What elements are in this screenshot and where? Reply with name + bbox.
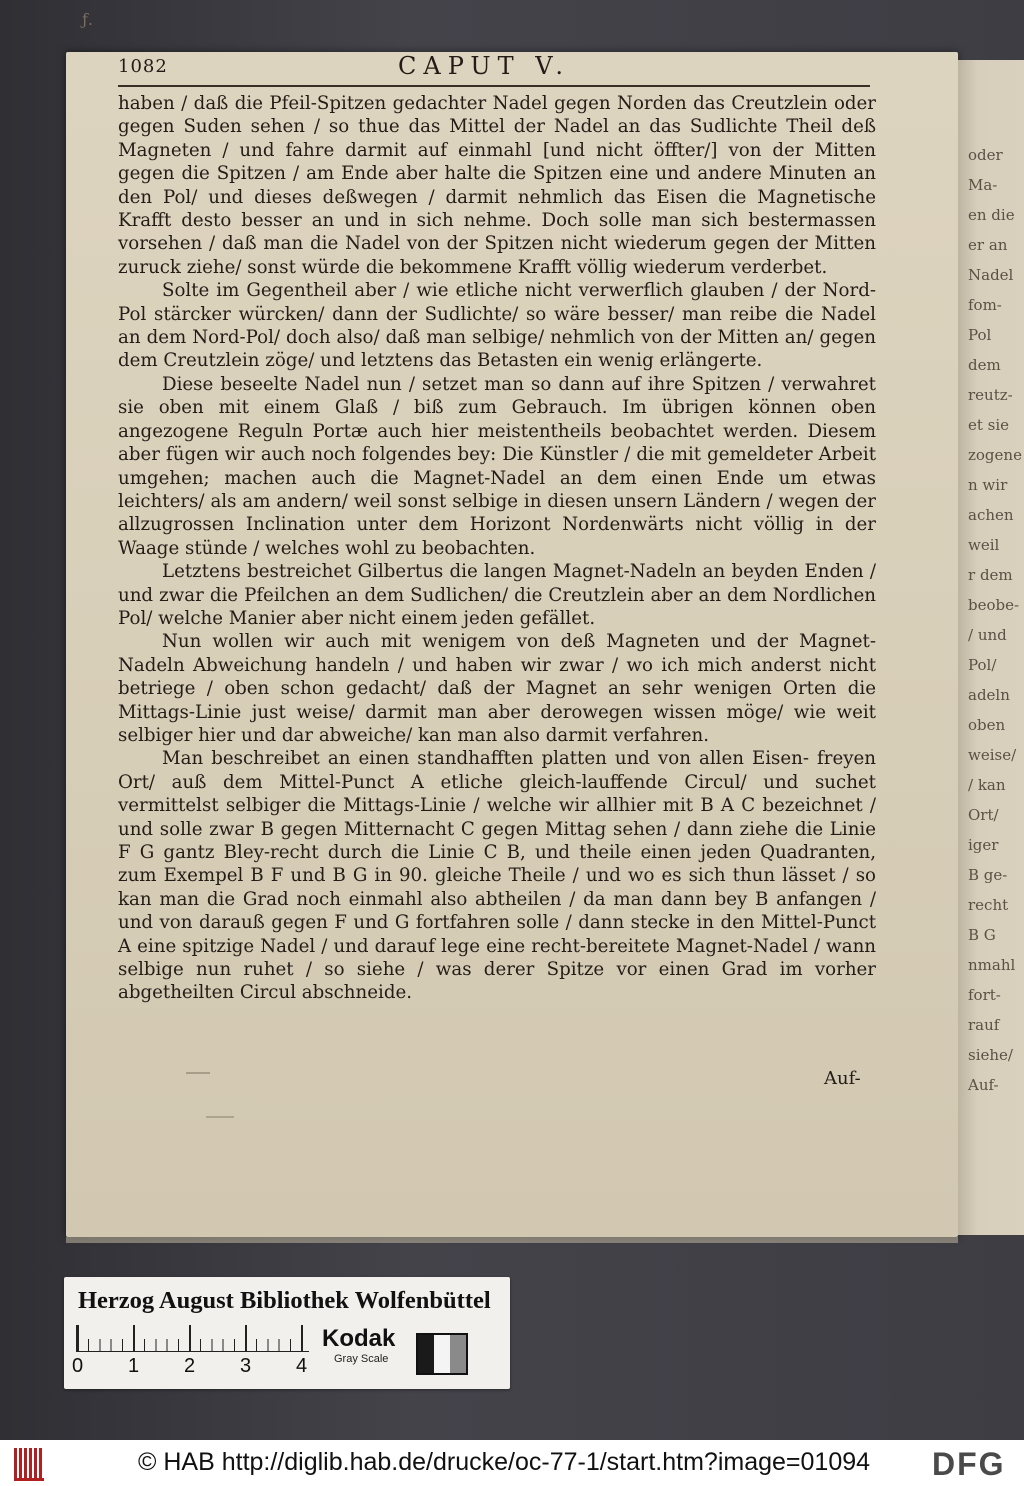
- facing-page-fragment: en die: [968, 206, 1015, 224]
- corner-pencil-mark: ƒ.: [82, 10, 94, 29]
- kodak-brand: Kodak: [322, 1325, 396, 1352]
- facing-page-fragment: reutz-: [968, 386, 1013, 404]
- ruler-tick: [77, 1325, 79, 1351]
- gray-patch-black: [418, 1335, 434, 1373]
- facing-page-fragment: beobe-: [968, 596, 1020, 614]
- ruler-number: 2: [184, 1355, 196, 1377]
- facing-page-fragment: Pol: [968, 326, 992, 344]
- ruler-number: 4: [296, 1355, 308, 1377]
- paragraph: Solte im Gegentheil aber / wie etliche nicht verwerflich glauben / der Nord-Pol stärcker würcken/ dann der Sudlichte/ so wäre besser/ man reibe die Nadel an dem Nord-Pol/ doch also/ daß man selbige/ nehmlich von der Mitten an/ gegen dem Creutzlein zöge/ und letztens das Betasten ein wenig erlängerte.: [118, 280, 876, 372]
- facing-page-fragment: iger: [968, 836, 999, 854]
- facing-page-fragment: recht: [968, 896, 1009, 914]
- ruler-number: 1: [128, 1355, 140, 1377]
- facing-page-fragment: fort-: [968, 986, 1001, 1004]
- running-title: CAPUT V.: [398, 52, 571, 80]
- facing-page-fragment: Pol/: [968, 656, 997, 674]
- source-link[interactable]: © HAB http://diglib.hab.de/drucke/oc-77-1/start.htm?image=01094: [138, 1448, 871, 1476]
- facing-page-fragment: Auf-: [968, 1076, 999, 1094]
- grayscale-chip: [416, 1333, 468, 1375]
- ruler-tick: [189, 1325, 191, 1351]
- paragraph: Letztens bestreichet Gilbertus die langen Magnet-Nadeln an beyden Enden / und zwar die Pfeilchen an dem Sudlichen/ die Creutzlein aber an dem Nordlichen Pol/ welche Manier aber nicht einem jeden gefället.: [118, 561, 876, 629]
- institution-name: Herzog August Bibliothek Wolfenbüttel: [78, 1287, 491, 1314]
- facing-page-fragment: n wir: [968, 476, 1008, 494]
- facing-page-fragment: weise/: [968, 746, 1017, 764]
- paragraph: Nun wollen wir auch mit wenigem von deß Magneten und der Magnet-Nadeln Abweichung handeln / und haben wir zwar / wo ich mich anderst nicht betriege / oben schon gedacht/ daß der Magnet an sehr wenigen Orten die Mittags-Linie just weise/ darmit man aber derowegen wissen möge/ wie weit selbiger hier und dar abweiche/ kan man also darmit verfahren.: [118, 631, 876, 746]
- page-edge: [66, 1237, 958, 1243]
- ruler-tick: [133, 1325, 135, 1351]
- scale-ruler: [76, 1325, 309, 1352]
- ink-smudge: [206, 1116, 234, 1118]
- facing-page-fragment: er an: [968, 236, 1008, 254]
- ink-smudge: [186, 1072, 210, 1074]
- catchword: Auf-: [824, 1068, 861, 1089]
- body-text: [118, 92, 876, 1005]
- facing-page-fragment: / kan: [968, 776, 1006, 794]
- ruler-number: 3: [240, 1355, 252, 1377]
- page-number: 1082: [118, 56, 168, 77]
- footer-bar: [0, 1440, 1024, 1486]
- paragraph: Man beschreibet an einen standhafften platten und von allen Eisen- freyen Ort/ auß dem Mittel-Punct A etliche gleich-lauffende Circul/ und suchet vermittelst selbiger die Mittags-Linie / welche wir allhier mit B A C bezeichnet / und solle zwar B gegen Mitternacht C gegen Mittag sehen / dann ziehe die Linie F G gantz Bley-recht durch die Linie C B, und theile einen jeden Quadranten, zum Exempel B F und B G in 90. gleiche Theile / und wo es sich thun lässet / so kan man die Grad noch einmahl also abtheilen / da man dann bey B anfangen / und von darauß gegen F und G fortfahren solle / dann stecke in den Mittel-Punct A eine spitzige Nadel / und darauf lege eine recht-bereitete Magnet-Nadel / wann selbige nun ruhet / so siehe / was derer Spitze vor einen Grad im vorher abgetheilten Circul abschneide.: [118, 748, 876, 1004]
- facing-page-fragment: / und: [968, 626, 1007, 644]
- gray-patch-mid: [450, 1335, 466, 1373]
- paragraph: haben / daß die Pfeil-Spitzen gedachter Nadel gegen Norden das Creutzlein oder gegen Suden sehen / so thue das Mittel der Nadel an das Sudlichte Theil deß Magneten / und fahre darmit auf einmahl [und nicht öffter/] von der Mitten gegen die Spitzen / am Ende aber halte die Spitzen eine und andere Minuten an den Pol/ und dieses deßwegen / darmit nehmlich das Eisen die Magnetische Krafft desto besser an und in sich nehme. Doch solle man sich bestermassen vorsehen / daß man die Nadel von der Spitzen nicht wiederum gegen der Mitten zuruck ziehe/ sonst würde die bekommene Krafft völlig wiederum verderbet.: [118, 93, 876, 278]
- facing-page-fragment: Ma-: [968, 176, 998, 194]
- header-rule: [118, 85, 870, 87]
- facing-page-fragment: B G: [968, 926, 996, 944]
- facing-page-fragment: et sie: [968, 416, 1010, 434]
- facing-page-fragment: Ort/: [968, 806, 999, 824]
- facing-page-fragment: fom-: [968, 296, 1002, 314]
- facing-page-fragment: siehe/: [968, 1046, 1013, 1064]
- ruler-numbers: [72, 1355, 312, 1379]
- gray-patch-white: [434, 1335, 450, 1373]
- page-header: [118, 52, 866, 80]
- facing-page-fragment: nmahl: [968, 956, 1016, 974]
- facing-page-edge: [958, 60, 1024, 1235]
- facing-page-fragment: weil: [968, 536, 1000, 554]
- facing-page-fragment: achen: [968, 506, 1014, 524]
- hab-logo-icon: [14, 1448, 44, 1481]
- facing-page-fragment: oder: [968, 146, 1003, 164]
- facing-page-fragment: oben: [968, 716, 1006, 734]
- dfg-logo-icon: DFG: [932, 1446, 1006, 1482]
- paragraph: Diese beseelte Nadel nun / setzet man so dann auf ihre Spitzen / verwahret sie oben mit einem Glaß / biß zum Gebrauch. Im übrigen können oben angezogene Reguln Portæ auch hier meistentheils beobachtet werden. Diesem aber fügen wir auch noch folgendes bey: Die Künstler / die mit gemeldeter Arbeit umgehen; machen auch die Magnet-Nadel an dem einen Ende um etwas leichters/ als am andern/ weil sonst selbige in diesen unsern Ländern / wegen der allzugrossen Inclination unter dem Horizont Nordenwärts nicht völlig in der Waage stünde / welches wohl zu beobachten.: [118, 373, 876, 559]
- facing-page-fragment: dem: [968, 356, 1001, 374]
- facing-page-fragment: zogene: [968, 446, 1022, 464]
- ruler-number: 0: [72, 1355, 84, 1377]
- facing-page-fragment: B ge-: [968, 866, 1008, 884]
- facing-page-fragment: adeln: [968, 686, 1010, 704]
- facing-page-fragment: rauf: [968, 1016, 1000, 1034]
- library-label-card: [64, 1277, 510, 1389]
- facing-page-fragment: Nadel: [968, 266, 1014, 284]
- ruler-tick: [301, 1325, 303, 1351]
- ruler-tick: [245, 1325, 247, 1351]
- gray-scale-label: Gray Scale: [334, 1353, 389, 1365]
- facing-page-fragment: r dem: [968, 566, 1013, 584]
